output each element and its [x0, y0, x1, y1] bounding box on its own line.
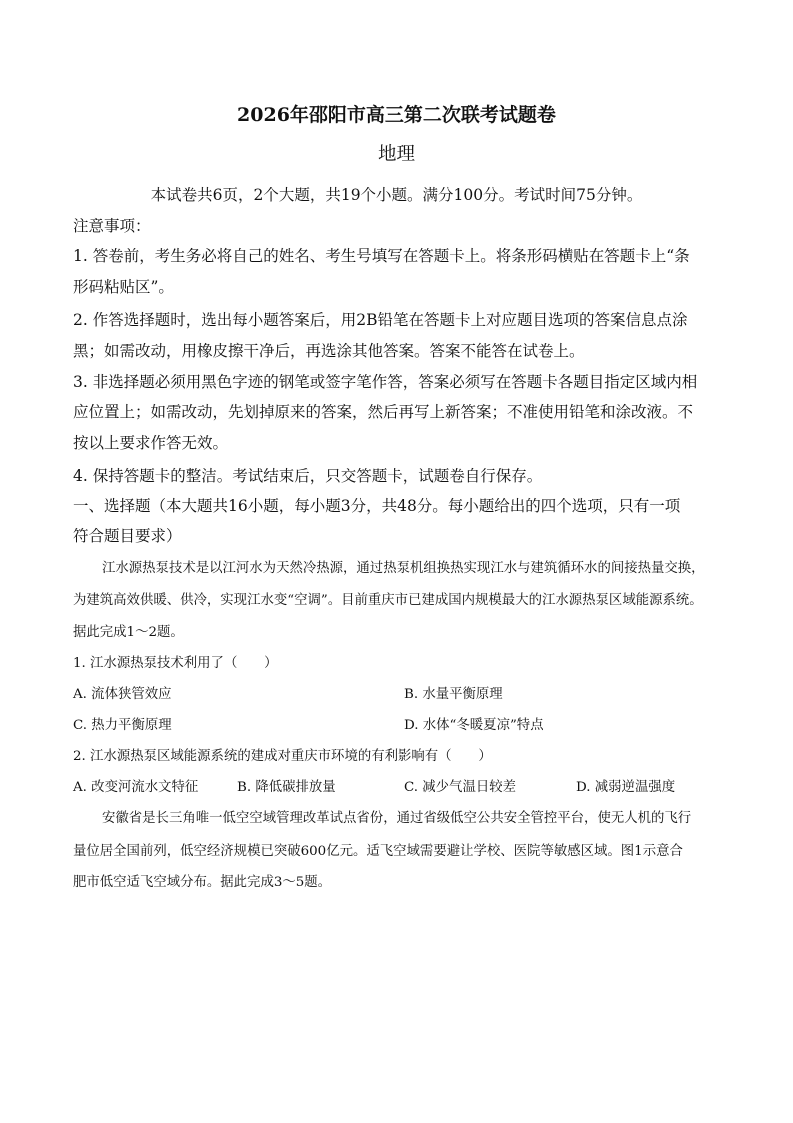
question-1-option-c: C. 热力平衡原理 [73, 718, 172, 733]
notice-item-4: 4. 保持答题卡的整洁。考试结束后，只交答题卡，试题卷自行保存。 [73, 467, 543, 485]
notice-item-2-line-1: 2. 作答选择题时，选出每小题答案后，用2B铅笔在答题卡上对应题目选项的答案信息点涂 [73, 311, 688, 329]
passage-2-line-1: 安徽省是长三角唯一低空空域管理改革试点省份，通过省级低空公共安全管控平台，使无人机的飞行 [102, 811, 692, 826]
question-2-option-b: B. 降低碳排放量 [237, 780, 336, 795]
question-1-option-a: A. 流体狭管效应 [73, 687, 172, 702]
question-1-option-d: D. 水体“冬暖夏凉”特点 [404, 718, 544, 733]
notice-item-3-line-2: 应位置上；如需改动，先划掉原来的答案，然后再写上新答案；不准使用铅笔和涂改液。不 [73, 403, 694, 421]
passage-1-line-3: 据此完成1～2题。 [73, 625, 184, 640]
question-2-option-d: D. 减弱逆温强度 [576, 780, 676, 795]
exam-intro: 本试卷共6页，2个大题，共19个小题。满分100分。考试时间75分钟。 [150, 186, 643, 204]
notice-item-1-line-2: 形码粘贴区”。 [73, 278, 174, 296]
question-2-stem: 2. 江水源热泵区域能源系统的建成对重庆市环境的有利影响有（ ） [73, 749, 492, 764]
notice-item-3-line-3: 按以上要求作答无效。 [73, 434, 229, 452]
passage-1-line-2: 为建筑高效供暖、供冷，实现江水变“空调”。目前重庆市已建成国内规模最大的江水源热泵区域能源系统。 [73, 593, 703, 608]
passage-1-line-1: 江水源热泵技术是以江河水为天然冷热源，通过热泵机组换热实现江水与建筑循环水的间接热量交换， [102, 561, 705, 576]
section-1-heading-line-1: 一、选择题（本大题共16小题，每小题3分，共48分。每小题给出的四个选项，只有一项 [73, 497, 681, 515]
notice-item-2-line-2: 黑；如需改动，用橡皮擦干净后，再选涂其他答案。答案不能答在试卷上。 [73, 342, 585, 360]
notice-item-3-line-1: 3. 非选择题必须用黑色字迹的钢笔或签字笔作答，答案必须写在答题卡各题目指定区域内相 [73, 373, 698, 391]
subject-title: 地理 [377, 144, 415, 165]
section-1-heading-line-2: 符合题目要求） [73, 527, 182, 545]
notice-item-1-line-1: 1. 答卷前，考生务必将自己的姓名、考生号填写在答题卡上。将条形码横贴在答题卡上“条 [73, 247, 690, 265]
passage-2-line-2: 量位居全国前列，低空经济规模已突破600亿元。适飞空域需要避让学校、医院等敏感区域。图1示意合 [73, 844, 683, 859]
question-2-option-c: C. 减少气温日较差 [404, 780, 517, 795]
notice-heading: 注意事项： [73, 217, 151, 235]
question-1-stem: 1. 江水源热泵技术利用了（ ） [73, 656, 278, 671]
exam-title: 2026年邵阳市高三第二次联考试题卷 [237, 104, 556, 126]
passage-2-line-3: 肥市低空适飞空域分布。据此完成3～5题。 [73, 875, 332, 890]
question-1-option-b: B. 水量平衡原理 [404, 687, 503, 702]
question-2-option-a: A. 改变河流水文特征 [73, 780, 199, 795]
